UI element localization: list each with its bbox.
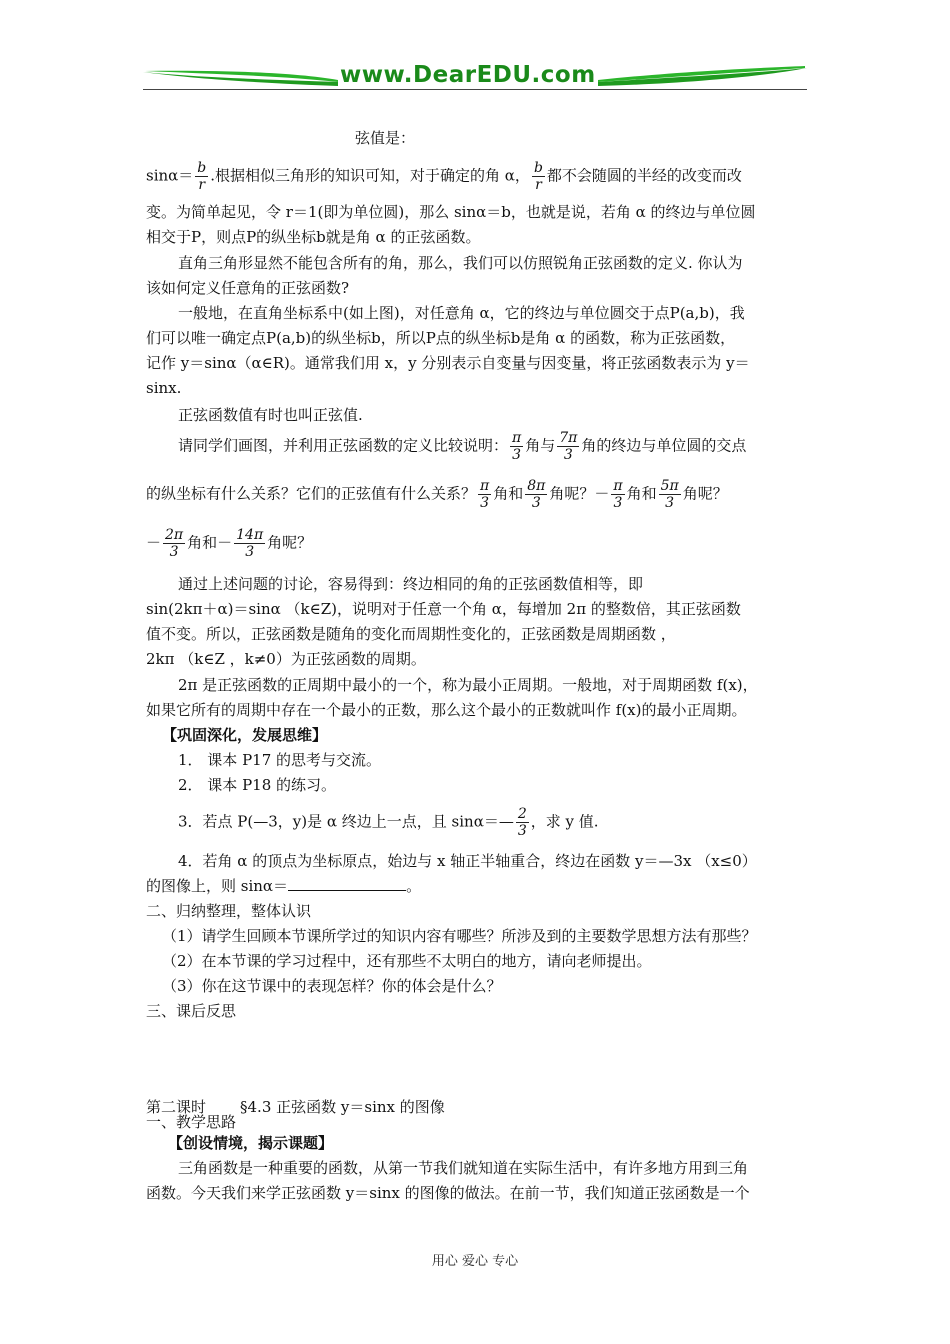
page-footer: 用心 爱心 专心 — [431, 1254, 519, 1269]
fraction-2-over-3: $\frac{2}{3}$ — [517, 806, 527, 839]
text-line: － $\frac{2\pi}{3}$ 角和－ $\frac{14\pi}{3}$ 角呢？ — [146, 527, 313, 560]
list-item: 2． 课本 P18 的练习。 — [178, 776, 337, 794]
fraction-pi-over-3: $\frac{\pi}{3}$ — [512, 430, 522, 463]
fraction-5pi-over-3: $\frac{5\pi}{3}$ — [660, 478, 679, 511]
list-item: （1）请学生回顾本节课所学过的知识内容有哪些？所涉及到的主要数学思想方法有那些？ — [162, 927, 757, 945]
text-line: 三角函数是一种重要的函数，从第一节我们就知道在实际生活中，有许多地方用到三角 — [178, 1159, 749, 1177]
text-line: 相交于P，则点P的纵坐标b就是角 α 的正弦函数。 — [146, 228, 481, 246]
text-line: 如果它所有的周期中存在一个最小的正数，那么这个最小的正数就叫作 f(x)的最小正周期。 — [146, 701, 747, 719]
fraction-b-over-r: $\frac{b}{r}$ — [533, 160, 543, 193]
text-line: 值不变。所以，正弦函数是随角的变化而周期性变化的，正弦函数是周期函数 ， — [146, 625, 676, 643]
list-item: 4．若角 α 的顶点为坐标原点，始边与 x 轴正半轴重合，终边在函数 y＝—3x （x≤0） — [178, 852, 757, 870]
fraction-14pi-over-3: $\frac{14\pi}{3}$ — [236, 527, 264, 560]
list-item: （2）在本节课的学习过程中，还有那些不太明白的地方，请向老师提出。 — [162, 952, 652, 970]
text-line: 的纵坐标有什么关系？它们的正弦值有什么关系？ $\frac{\pi}{3}$ 角和 $\frac{8\pi}{3}$ 角呢？－ $\frac{\pi}{3}$ 角和 $\frac{5\pi}{3}$ 角呢？ — [146, 478, 728, 511]
fraction-pi-over-3: $\frac{\pi}{3}$ — [480, 478, 490, 511]
text-line: 正弦函数值有时也叫正弦值. — [178, 406, 363, 424]
text-line: 的图像上，则 sinα＝ 。 — [146, 877, 422, 895]
text-line: 请同学们画图，并利用正弦函数的定义比较说明： $\frac{\pi}{3}$ 角与 $\frac{7\pi}{3}$ 角的终边与单位圆的交点 — [178, 430, 747, 463]
fraction-pi-over-3: $\frac{\pi}{3}$ — [613, 478, 623, 511]
text-line: 弦值是： — [355, 129, 416, 147]
text-line: 变。为简单起见，令 r＝1(即为单位圆)，那么 sinα＝b，也就是说，若角 α 的终边与单位圆 — [146, 203, 756, 221]
section-heading: 三、课后反思 — [146, 1002, 237, 1020]
fraction-7pi-over-3: $\frac{7\pi}{3}$ — [559, 430, 578, 463]
list-item: （3）你在这节课中的表现怎样？你的体会是什么？ — [162, 977, 502, 995]
lesson-title: 第二课时 §4.3 正弦函数 y＝sinx 的图像 — [146, 1098, 445, 1116]
fraction-8pi-over-3: $\frac{8\pi}{3}$ — [527, 478, 546, 511]
answer-blank — [288, 876, 406, 891]
list-item: 1． 课本 P17 的思考与交流。 — [178, 751, 382, 769]
text-line: sin(2kπ＋α)＝sinα （k∈Z)，说明对于任意一个角 α，每增加 2π 的整数倍，其正弦函数 — [146, 600, 741, 618]
text-line: 2π 是正弦函数的正周期中最小的一个，称为最小正周期。一般地，对于周期函数 f(x)， — [178, 676, 758, 694]
header-rule — [143, 89, 807, 90]
section-heading: 二、归纳整理，整体认识 — [146, 902, 312, 920]
section-heading: 一、教学思路 — [146, 1113, 237, 1131]
text-line: sinα＝ $\frac{b}{r}$ .根据相似三角形的知识可知，对于确定的角 α， $\frac{b}{r}$ 都不会随圆的半经的改变而改 — [146, 160, 742, 193]
text-line: 函数。今天我们来学正弦函数 y＝sinx 的图像的做法。在前一节，我们知道正弦函数是一个 — [146, 1184, 750, 1202]
text-line: 通过上述问题的讨论，容易得到：终边相同的角的正弦函数值相等，即 — [178, 575, 644, 593]
text-line: 记作 y＝sinα（α∈R)。通常我们用 x，y 分别表示自变量与因变量，将正弦函数表示为 y＝ — [146, 354, 750, 372]
fraction-2pi-over-3: $\frac{2\pi}{3}$ — [165, 527, 184, 560]
text-line: 2kπ （k∈Z ，k≠0）为正弦函数的周期。 — [146, 650, 426, 668]
text-line: sinx. — [146, 379, 182, 397]
text-line: 直角三角形显然不能包含所有的角，那么，我们可以仿照锐角正弦函数的定义. 你认为 — [178, 254, 743, 272]
list-item: 3．若点 P(—3，y)是 α 终边上一点，且 sinα＝— $\frac{2}{3}$ ，求 y 值. — [178, 806, 599, 839]
section-heading: 【巩固深化，发展思维】 — [162, 726, 328, 744]
section-heading: 【创设情境，揭示课题】 — [168, 1134, 334, 1152]
site-logo-text: www.DearEDU.com — [340, 62, 596, 88]
fraction-b-over-r: $\frac{b}{r}$ — [197, 160, 207, 193]
text-line: 们可以唯一确定点P(a,b)的纵坐标b，所以P点的纵坐标b是角 α 的函数，称为正弦函数， — [146, 329, 736, 347]
text-line: 一般地，在直角坐标系中(如上图)，对任意角 α，它的终边与单位圆交于点P(a,b)，我 — [178, 304, 745, 322]
text-line: 该如何定义任意角的正弦函数? — [146, 279, 350, 297]
